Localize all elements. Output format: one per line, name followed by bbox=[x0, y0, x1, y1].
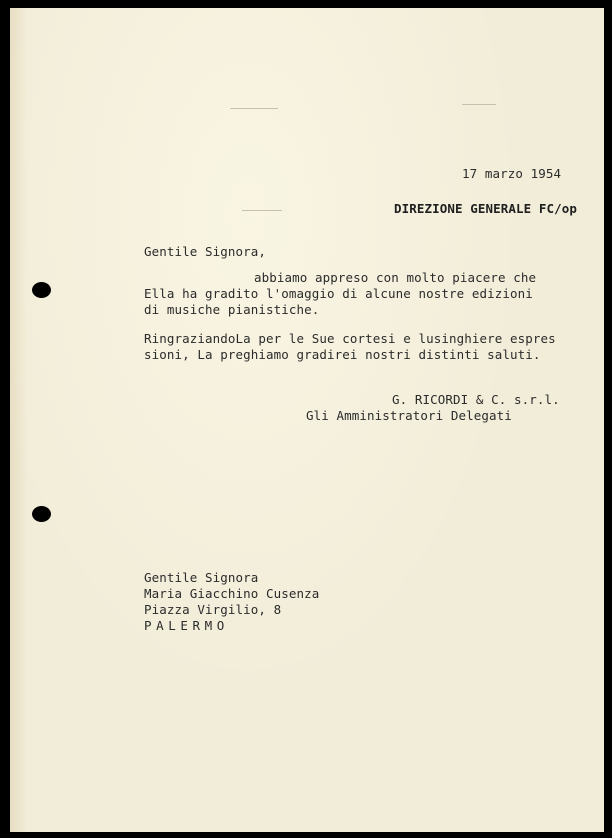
signature-role: Gli Amministratori Delegati bbox=[306, 408, 512, 423]
body-line: sioni, La preghiamo gradirei nostri distinti saluti. bbox=[144, 347, 541, 362]
recipient-name: Maria Giacchino Cusenza bbox=[144, 586, 320, 601]
signature-company: G. RICORDI & C. s.r.l. bbox=[392, 392, 560, 407]
recipient-city: PALERMO bbox=[144, 618, 229, 633]
recipient-street: Piazza Virgilio, 8 bbox=[144, 602, 282, 617]
punch-hole-bottom bbox=[32, 506, 51, 522]
body-line: abbiamo appreso con molto piacere che bbox=[254, 270, 537, 285]
body-line: RingraziandoLa per le Sue cortesi e lusinghiere espres bbox=[144, 331, 556, 346]
letter-date: 17 marzo 1954 bbox=[462, 166, 562, 181]
salutation: Gentile Signora, bbox=[144, 244, 267, 259]
letter-page bbox=[10, 8, 604, 832]
paper-mark bbox=[462, 104, 496, 105]
department-reference: DIREZIONE GENERALE FC/op bbox=[394, 201, 578, 216]
paper-mark bbox=[230, 108, 278, 109]
body-line: di musiche pianistiche. bbox=[144, 302, 320, 317]
paper-mark bbox=[242, 210, 282, 211]
recipient-line1: Gentile Signora bbox=[144, 570, 259, 585]
body-line: Ella ha gradito l'omaggio di alcune nostre edizioni bbox=[144, 286, 533, 301]
punch-hole-top bbox=[32, 282, 51, 298]
